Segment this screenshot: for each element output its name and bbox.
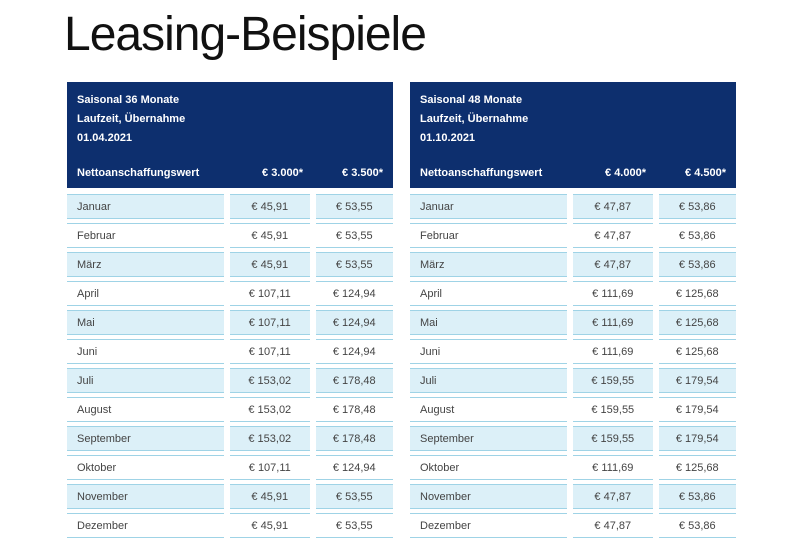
start-date-line: 01.10.2021 (420, 132, 476, 144)
price-cell-1: € 159,55 (573, 397, 652, 422)
price-cell-2: € 53,55 (316, 484, 393, 509)
table-row (67, 250, 393, 279)
price-cell-1: € 45,91 (230, 484, 309, 509)
start-date-line: 01.04.2021 (77, 132, 133, 144)
term-detail-line: Laufzeit, Übernahme (420, 113, 529, 125)
month-cell: April (410, 281, 567, 306)
price-cell-1: € 45,91 (230, 223, 309, 248)
price-cell-1: € 47,87 (573, 194, 652, 219)
table-row (410, 453, 736, 482)
price-cell-2: € 53,86 (659, 252, 736, 277)
term-line: Saisonal 36 Monate (77, 94, 180, 106)
month-cell: Januar (67, 194, 224, 219)
price-cell-2: € 53,55 (316, 223, 393, 248)
price-cell-1: € 45,91 (230, 194, 309, 219)
table-body (410, 192, 736, 540)
table-header (410, 82, 736, 188)
table-row (67, 453, 393, 482)
price-cell-1: € 111,69 (573, 339, 652, 364)
price-cell-2: € 179,54 (659, 397, 736, 422)
table-row (67, 192, 393, 221)
price-cell-1: € 111,69 (573, 281, 652, 306)
price-cell-1: € 107,11 (230, 339, 309, 364)
price-cell-1: € 45,91 (230, 252, 309, 277)
price-cell-2: € 53,86 (659, 513, 736, 538)
month-cell: April (67, 281, 224, 306)
month-cell: Oktober (410, 455, 567, 480)
month-cell: Februar (67, 223, 224, 248)
price-cell-1: € 47,87 (573, 484, 652, 509)
month-cell: Mai (410, 310, 567, 335)
table-row (410, 250, 736, 279)
month-cell: September (410, 426, 567, 451)
month-cell: Februar (410, 223, 567, 248)
month-cell: März (410, 252, 567, 277)
table-row (410, 337, 736, 366)
price-cell-2: € 53,55 (316, 194, 393, 219)
month-cell: September (67, 426, 224, 451)
column-header-row (67, 164, 393, 182)
table-row (67, 337, 393, 366)
price-cell-1: € 153,02 (230, 397, 309, 422)
price-cell-2: € 179,54 (659, 368, 736, 393)
price-cell-1: € 45,91 (230, 513, 309, 538)
price-cell-2: € 53,86 (659, 223, 736, 248)
table-row (67, 308, 393, 337)
month-cell: Januar (410, 194, 567, 219)
price-cell-2: € 178,48 (316, 368, 393, 393)
table-row (410, 366, 736, 395)
price-cell-2: € 124,94 (316, 339, 393, 364)
price-header-1: € 4.000* (605, 167, 646, 179)
table-row (410, 221, 736, 250)
price-cell-1: € 159,55 (573, 368, 652, 393)
table-subtitle (77, 91, 185, 148)
price-header-2: € 4.500* (685, 167, 726, 179)
table-header (67, 82, 393, 188)
price-header-1: € 3.000* (262, 167, 303, 179)
month-cell: August (410, 397, 567, 422)
table-row (67, 395, 393, 424)
column-header-row (410, 164, 736, 182)
price-cell-2: € 178,48 (316, 426, 393, 451)
price-cell-1: € 111,69 (573, 455, 652, 480)
table-row (410, 308, 736, 337)
price-cell-1: € 107,11 (230, 310, 309, 335)
table-row (67, 366, 393, 395)
month-cell: Dezember (67, 513, 224, 538)
table-row (410, 279, 736, 308)
page-title: Leasing-Beispiele (64, 8, 426, 61)
price-cell-1: € 47,87 (573, 252, 652, 277)
price-cell-2: € 125,68 (659, 455, 736, 480)
column-label: Nettoanschaffungswert (77, 167, 200, 179)
term-line: Saisonal 48 Monate (420, 94, 523, 106)
term-detail-line: Laufzeit, Übernahme (77, 113, 186, 125)
price-cell-2: € 124,94 (316, 310, 393, 335)
leasing-table-36-months (67, 82, 393, 540)
price-cell-2: € 53,86 (659, 194, 736, 219)
table-row (410, 482, 736, 511)
table-row (410, 192, 736, 221)
month-cell: Oktober (67, 455, 224, 480)
price-cell-1: € 47,87 (573, 223, 652, 248)
price-cell-1: € 153,02 (230, 426, 309, 451)
price-cell-2: € 125,68 (659, 310, 736, 335)
price-cell-2: € 53,55 (316, 513, 393, 538)
price-cell-2: € 124,94 (316, 281, 393, 306)
table-row (67, 424, 393, 453)
table-row (67, 482, 393, 511)
month-cell: Dezember (410, 513, 567, 538)
price-cell-2: € 125,68 (659, 339, 736, 364)
price-cell-1: € 107,11 (230, 455, 309, 480)
month-cell: März (67, 252, 224, 277)
column-label: Nettoanschaffungswert (420, 167, 543, 179)
table-row (67, 279, 393, 308)
price-header-2: € 3.500* (342, 167, 383, 179)
price-cell-2: € 53,86 (659, 484, 736, 509)
month-cell: Juni (410, 339, 567, 364)
price-cell-2: € 124,94 (316, 455, 393, 480)
month-cell: Juli (67, 368, 224, 393)
table-row (67, 221, 393, 250)
price-cell-2: € 53,55 (316, 252, 393, 277)
price-cell-1: € 153,02 (230, 368, 309, 393)
price-cell-2: € 179,54 (659, 426, 736, 451)
table-row (410, 511, 736, 540)
table-subtitle (420, 91, 528, 148)
table-row (67, 511, 393, 540)
price-cell-1: € 47,87 (573, 513, 652, 538)
month-cell: Juni (67, 339, 224, 364)
price-cell-1: € 111,69 (573, 310, 652, 335)
leasing-table-48-months (410, 82, 736, 540)
month-cell: August (67, 397, 224, 422)
price-cell-1: € 159,55 (573, 426, 652, 451)
table-row (410, 424, 736, 453)
price-cell-2: € 178,48 (316, 397, 393, 422)
table-row (410, 395, 736, 424)
month-cell: November (410, 484, 567, 509)
price-cell-2: € 125,68 (659, 281, 736, 306)
month-cell: Mai (67, 310, 224, 335)
table-body (67, 192, 393, 540)
month-cell: November (67, 484, 224, 509)
month-cell: Juli (410, 368, 567, 393)
price-cell-1: € 107,11 (230, 281, 309, 306)
